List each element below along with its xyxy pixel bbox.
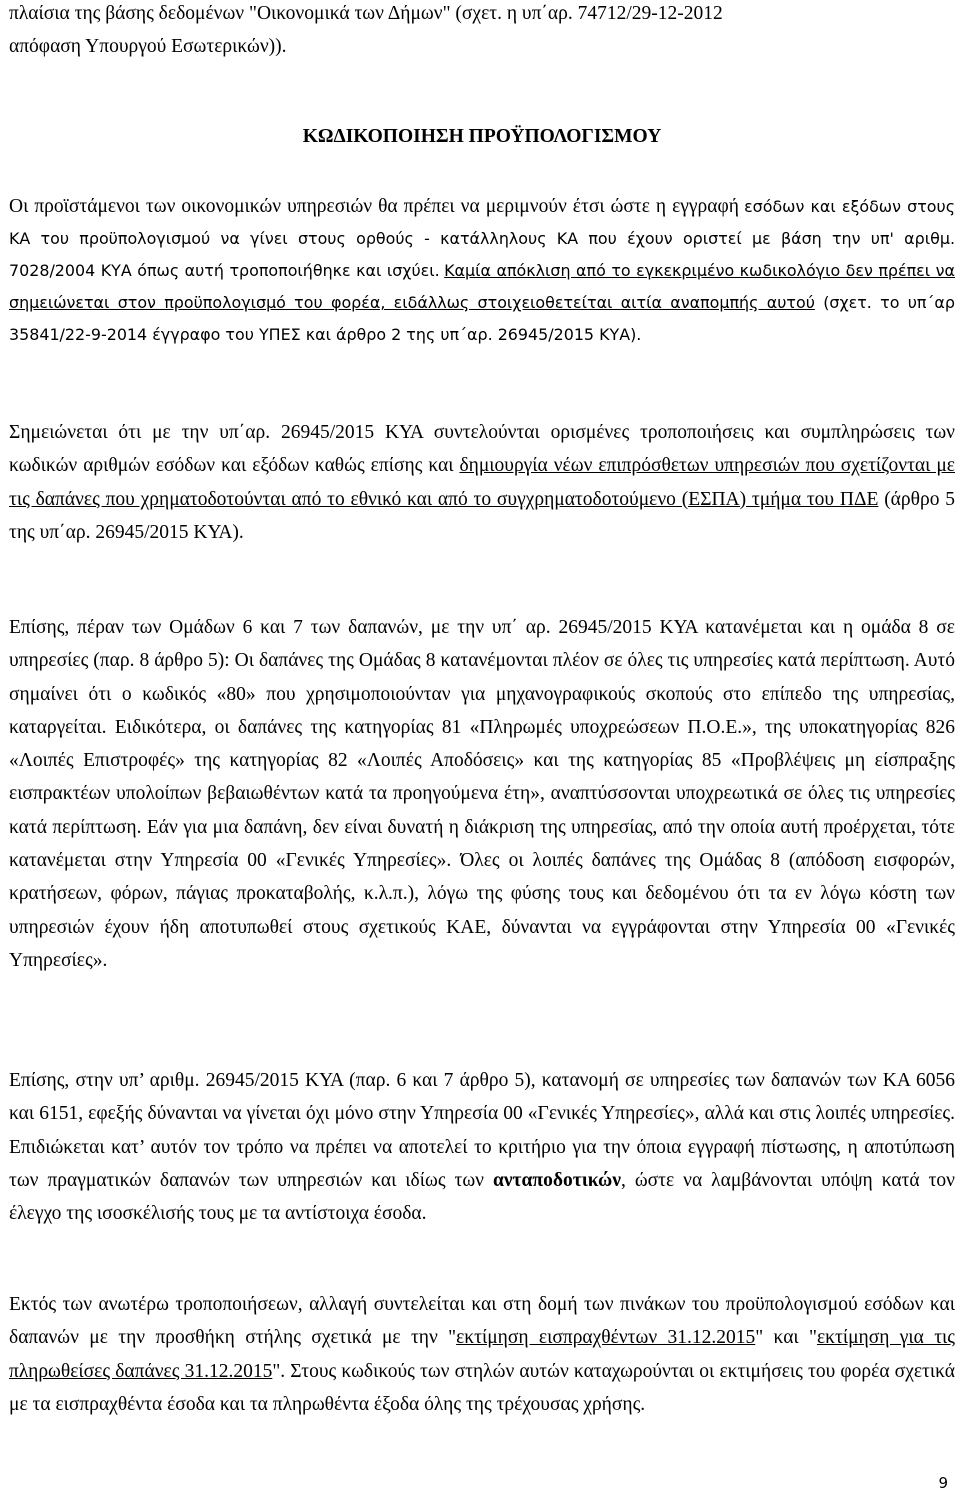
paragraph-amendments xyxy=(9,416,955,549)
p1-tail: (σχετ. το υπ΄αρ 35841/22-9-2014 έγγραφο του ΥΠΕΣ και άρθρο 2 της υπ΄αρ. 26945/2015 ΚΥΑ). xyxy=(9,293,955,345)
p5-mid: " και " xyxy=(755,1327,817,1349)
p5-text: Εκτός των ανωτέρω τροποποιήσεων, αλλαγή συντελείται και στη δομή των πινάκων του προϋπολογισμού εσόδων και δαπανών με την προσθήκη στήλης σχετικά με την " xyxy=(9,1294,955,1349)
p3-text: Επίσης, πέραν των Ομάδων 6 και 7 των δαπανών, με την υπ΄ αρ. 26945/2015 ΚΥΑ κατανέμεται και η ομάδα 8 σε υπηρεσίες (παρ. 8 άρθρο 5): Οι δαπάνες της Ομάδας 8 κατανέμονται πλέον σε όλες τις υπηρεσίες κατά περίπτωση. Αυτό σημαίνει ότι ο κωδικός «80» που χρησιμοποιούνταν για μηχανογραφικούς σκοπούς στο επίπεδο της υπηρεσίας, καταργείται. Ειδικότερα, οι δαπάνες της κατηγορίας 81 «Πληρωμές υποχρεώσεων Π.Ο.Ε.», της υποκατηγορίας 826 «Λοιπές Επιστροφές» της κατηγορίας 82 «Λοιπές Αποδόσεις» και της κατηγορίας 85 «Προβλέψεις μη είσπραξης εισπρακτέων υπολοίπων βεβαιωθέντων κατά τα προηγούμενα έτη», αναπτύσσονται υποχρεωτικά σε όλες τις υπηρεσίες κατά περίπτωση. Εάν για μια δαπάνη, δεν είναι δυνατή η διάκριση της υπηρεσίας, από την οποία αυτή προέρχεται, τότε κατανέμεται στην Υπηρεσία 00 «Γενικές Υπηρεσίες». Όλες οι λοιπές δαπάνες της Ομάδας 8 (απόδοση εισφορών, κρατήσεων, φόρων, πάγιας προκαταβολής, κ.λ.π.), λόγω της φύσης τους και δεδομένου ότι τα εν λόγω κόστη των υπηρεσιών έχουν ήδη αποτυπωθεί στους σχετικούς ΚΑΕ, δύνανται να εγγράφονται στην Υπηρεσία 00 «Γενικές Υπηρεσίες». xyxy=(9,617,955,971)
page-number: 9 xyxy=(938,1474,948,1492)
p4-bold: ανταποδοτικών xyxy=(492,1169,621,1191)
paragraph-structure xyxy=(9,1288,955,1421)
p2-tail: (άρθρο 5 της υπ΄αρ. 26945/2015 ΚΥΑ). xyxy=(9,488,955,543)
section-heading: ΚΩΔΙΚΟΠΟΙΗΣΗ ΠΡΟΫΠΟΛΟΓΙΣΜΟΥ xyxy=(302,126,662,147)
p1-serif-part: Οι προϊστάμενοι των οικονομικών υπηρεσιών θα πρέπει να μεριμνούν έτσι ώστε η εγγραφή xyxy=(9,196,739,217)
intro-line-2: απόφαση Υπουργού Εσωτερικών)). xyxy=(9,36,287,58)
intro-line-1: πλαίσια της βάσης δεδομένων "Οικονομικά των Δήμων" (σχετ. η υπ΄αρ. 74712/29-12-2012 xyxy=(9,3,723,24)
p5-underlined-2: εκτίμηση για τις πληρωθείσες δαπάνες 31.12.2015 xyxy=(9,1327,956,1382)
p2-text: Σημειώνεται ότι με την υπ΄αρ. 26945/2015 ΚΥΑ συντελούνται ορισμένες τροποποιήσεις και συμπληρώσεις των κωδικών αριθμών εσόδων και εξόδων καθώς επίσης και xyxy=(9,422,955,477)
p1-sans-part: εσόδων και εξόδων στους ΚΑ του προϋπολογισμού να γίνει στους ορθούς - κατάλληλους ΚΑ που έχουν οριστεί με βάση την υπ' αριθμ. 7028/2004 ΚΥΑ όπως αυτή τροποποιήθηκε και ισχύει. xyxy=(9,197,956,281)
p5-tail: ". Στους κωδικούς των στηλών αυτών καταχωρούνται οι εκτιμήσεις του φορέα σχετικά με τα εισπραχθέντα έσοδα και τα πληρωθέντα έξοδα όλης της τρέχουσας χρήσης. xyxy=(9,1360,955,1415)
p5-underlined-1: εκτίμηση εισπραχθέντων 31.12.2015 xyxy=(456,1327,756,1349)
paragraph-group-8 xyxy=(9,611,955,977)
paragraph-allocation xyxy=(9,1064,955,1230)
p1-underlined: Καμία απόκλιση από το εγκεκριμένο κωδικολόγιο δεν πρέπει να σημειώνεται στον προϋπολογισμό του φορέα, ειδάλλως στοιχειοθετείται αιτία αναπομπής αυτού xyxy=(9,261,955,313)
p2-underlined: δημιουργία νέων επιπρόσθετων υπηρεσιών που σχετίζονται με τις δαπάνες που χρηματοδοτούνται από το εθνικό και από το συγχρηματοδοτούμενο (ΕΣΠΑ) τμήμα του ΠΔΕ xyxy=(9,455,955,510)
paragraph-coding xyxy=(9,190,955,351)
p4-tail: , ώστε να λαμβάνονται υπόψη κατά τον έλεγχο της ισοσκέλισής τους με τα αντίστοιχα έσοδα. xyxy=(9,1169,955,1225)
intro-paragraph xyxy=(9,0,955,64)
p4-text: Επίσης, στην υπ’ αριθμ. 26945/2015 ΚΥΑ (παρ. 6 και 7 άρθρο 5), κατανομή σε υπηρεσίες των δαπανών των ΚΑ 6056 και 6151, εφεξής δύνανται να γίνεται όχι μόνο στην Υπηρεσία 00 «Γενικές Υπηρεσίες», αλλά και στις λοιπές υπηρεσίες. Επιδιώκεται κατ’ αυτόν τον τρόπο να πρέπει να αποτελεί το κριτήριο για την όποια εγγραφή πίστωσης, η αποτύπωση των πραγματικών δαπανών των υπηρεσιών και ιδίως των xyxy=(9,1070,955,1191)
